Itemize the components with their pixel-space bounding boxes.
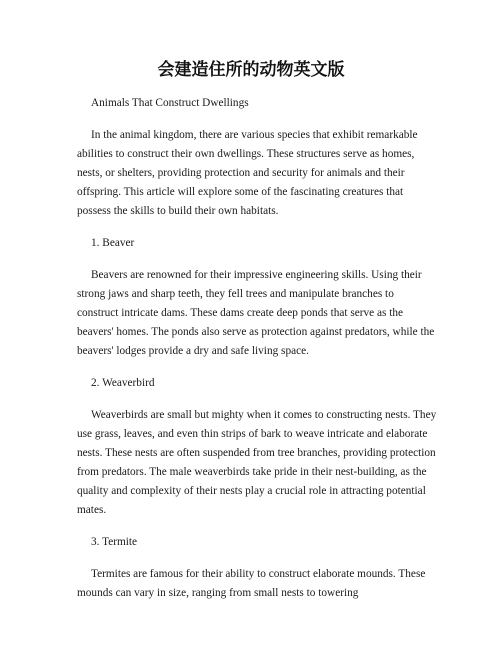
document-body: [77, 94, 437, 616]
section-heading-termite: 3. Termite: [91, 536, 138, 548]
beaver-paragraph: Beavers are renowned for their impressive engineering skills. Using their strong jaws and sharp teeth, they fell trees and manipulate branches to construct intricate dams. These dams create deep ponds that serve as the beavers' homes. The ponds also serve as protection against predators, while the beavers' lodges provide a dry and safe living space.: [77, 269, 435, 357]
section-heading-beaver: 1. Beaver: [91, 237, 135, 249]
section-heading-weaverbird: 2. Weaverbird: [91, 377, 155, 389]
article-title: Animals That Construct Dwellings: [91, 97, 249, 109]
intro-paragraph: In the animal kingdom, there are various species that exhibit remarkable abilities to construct their own dwellings. These structures serve as homes, nests, or shelters, providing protection and security for animals and their offspring. This article will explore some of the fascinating creatures that possess the skills to build their own habitats.: [77, 129, 418, 217]
termite-paragraph: Termites are famous for their ability to construct elaborate mounds. These mounds can vary in size, ranging from small nests to towering: [77, 568, 426, 599]
weaverbird-paragraph: Weaverbirds are small but mighty when it comes to constructing nests. They use grass, leaves, and even thin strips of bark to weave intricate and elaborate nests. These nests are often suspended from tree branches, providing protection from predators. The male weaverbirds take pride in their nest-building, as the quality and complexity of their nests play a crucial role in attracting potential mates.: [77, 409, 437, 516]
document-title: 会建造住所的动物英文版: [157, 60, 345, 80]
